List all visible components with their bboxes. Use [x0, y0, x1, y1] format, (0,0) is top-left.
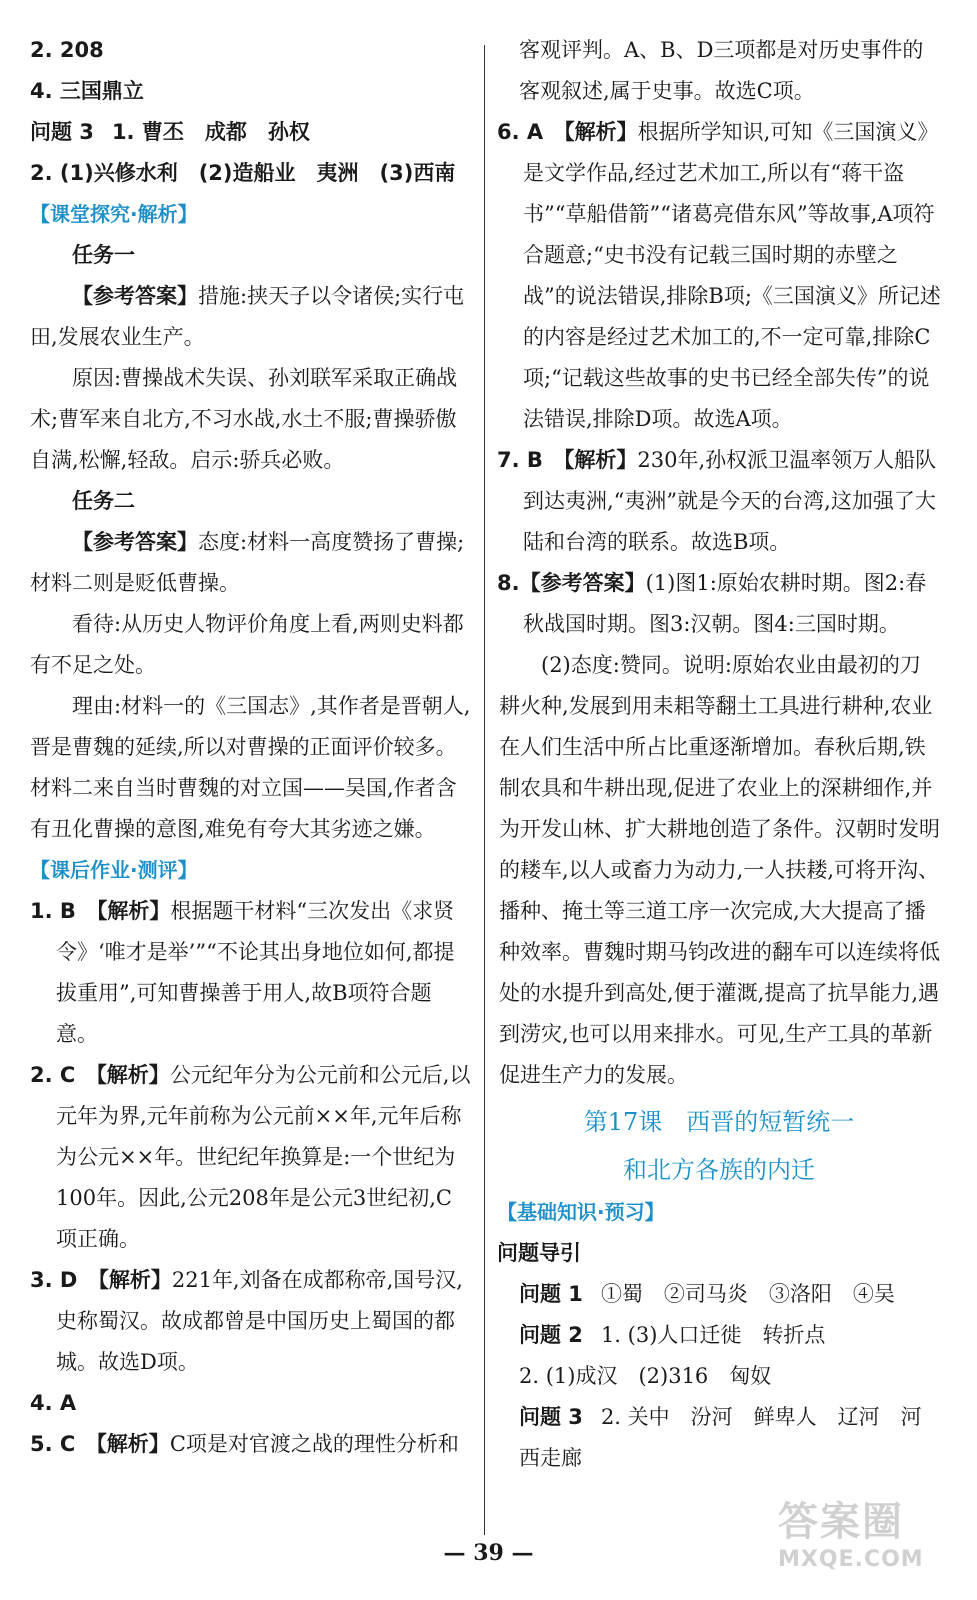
section-heading: 【课堂探究·解析】 [30, 202, 198, 226]
answer-item: 7. B 【解析】230年,孙权派卫温率领万人船队到达夷洲,“夷洲”就是今天的台湾,这加强了大陆和台湾的联系。故选B项。 [497, 448, 937, 554]
answer-line: 4. 三国鼎立 [30, 79, 144, 103]
paragraph: (2)态度:赞同。说明:原始农业由最初的刀耕火种,发展到用耒耜等翻土工具进行耕种,农业在人们生活中所占比重逐渐增加。春秋后期,铁制农具和牛耕出现,促进了农业上的深耕细作,并为开发山林、扩大耕地创造了条件。汉朝时发明的耧车,以人或畜力为动力,一人扶耧,可将开沟、播种、掩土等三道工序一次完成,大大提高了播种效率。曹魏时期马钧改进的翻车可以连续将低处的水提升到高处,便于灌溉,提高了抗旱能力,遇到涝灾,也可以用来排水。可见,生产工具的革新促进生产力的发展。 [499, 653, 940, 1087]
answer-item: 3. D 【解析】221年,刘备在成都称帝,国号汉,史称蜀汉。故成都曾是中国历史上蜀国的都城。故选D项。 [30, 1268, 463, 1374]
lesson-title: 第17课 西晋的短暂统一 [583, 1108, 855, 1136]
answer-line: 2. (1)兴修水利 (2)造船业 夷洲 (3)西南 [30, 161, 456, 185]
answer-line: 问题 3 2. 关中 汾河 鲜卑人 辽河 河西走廊 [519, 1405, 922, 1470]
watermark-text: 答案圈 [778, 1499, 904, 1545]
answer-item: 8.【参考答案】(1)图1:原始农耕时期。图2:春秋战国时期。图3:汉朝。图4:三国时期。 [497, 571, 927, 636]
task-heading: 任务一 [72, 243, 135, 267]
right-column [497, 30, 941, 1479]
answer-item-continued: 客观评判。A、B、D三项都是对历史事件的客观叙述,属于史事。故选C项。 [519, 38, 924, 103]
column-divider [484, 45, 485, 1535]
answer-item: 6. A 【解析】根据所学知识,可知《三国演义》是文学作品,经过艺术加工,所以有“蒋干盗书”“草船借箭”“诸葛亮借东风”等故事,A项符合题意;“史书没有记载三国时期的赤壁之战”的说法错误,排除B项;《三国演义》所记述的内容是经过艺术加工的,不一定可靠,排除C项;“记载这些故事的史书已经全部失传”的说法错误,排除D项。故选A项。 [497, 120, 941, 431]
answer-item: 1. B 【解析】根据题干材料“三次发出《求贤令》‘唯才是举’”“不论其出身地位如何,都提拔重用”,可知曹操善于用人,故B项符合题意。 [30, 899, 455, 1046]
left-column [30, 30, 472, 1465]
answer-line: 问题 1 ①蜀 ②司马炎 ③洛阳 ④吴 [519, 1282, 895, 1306]
answer-line: 2. (1)成汉 (2)316 匈奴 [519, 1364, 772, 1388]
paragraph: 理由:材料一的《三国志》,其作者是晋朝人,晋是曹魏的延续,所以对曹操的正面评价较多。材料二来自当时曹魏的对立国——吴国,作者含有丑化曹操的意图,难免有夸大其劣迹之嫌。 [30, 694, 471, 841]
answer-line: 问题 3 1. 曹丕 成都 孙权 [30, 120, 310, 144]
lesson-subtitle: 和北方各族的内迁 [623, 1156, 815, 1184]
paragraph: 【参考答案】措施:挟天子以令诸侯;实行屯田,发展农业生产。 [30, 284, 465, 349]
answer-line: 问题 2 1. (3)人口迁徙 转折点 [519, 1323, 826, 1347]
section-heading: 【基础知识·预习】 [497, 1200, 665, 1224]
paragraph: 看待:从历史人物评价角度上看,两则史料都有不足之处。 [30, 612, 464, 677]
section-heading: 【课后作业·测评】 [30, 858, 198, 882]
answer-line: 2. 208 [30, 38, 104, 62]
watermark-logo [778, 1490, 958, 1590]
guide-heading: 问题导引 [497, 1241, 581, 1265]
answer-item: 2. C 【解析】公元纪年分为公元前和公元后,以元年为界,元年前称为公元前××年,元年后称为公元××年。世纪纪年换算是:一个世纪为100年。因此,公元208年是公元3世纪初,C项正确。 [30, 1063, 471, 1251]
paragraph: 【参考答案】态度:材料一高度赞扬了曹操;材料二则是贬低曹操。 [30, 530, 465, 595]
page-number: — 39 — [443, 1540, 534, 1566]
answer-item: 4. A [30, 1391, 77, 1415]
watermark-url: MXQE.COM [778, 1547, 924, 1572]
paragraph: 原因:曹操战术失误、孙刘联军采取正确战术;曹军来自北方,不习水战,水土不服;曹操骄傲自满,松懈,轻敌。启示:骄兵必败。 [30, 366, 458, 472]
task-heading: 任务二 [72, 489, 135, 513]
answer-item: 5. C 【解析】C项是对官渡之战的理性分析和 [30, 1432, 459, 1456]
